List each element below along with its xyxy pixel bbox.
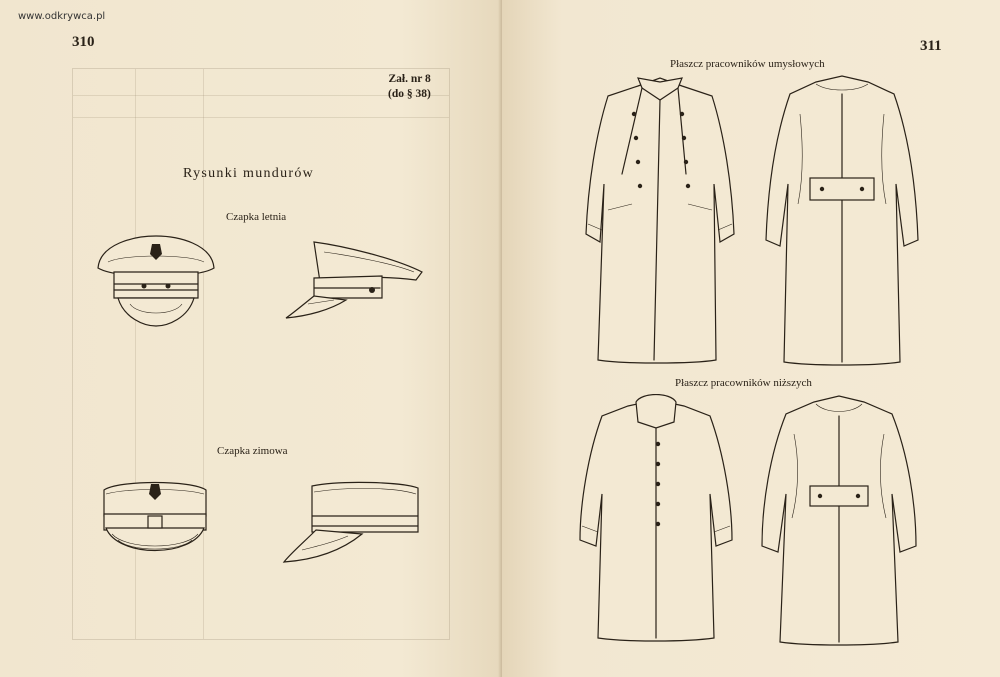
clerical-coat-back-illustration xyxy=(764,74,920,366)
right-page xyxy=(502,0,1000,677)
page-number-left: 310 xyxy=(72,34,95,50)
lower-coat-back-illustration xyxy=(758,394,920,646)
summer-cap-front-illustration xyxy=(94,232,218,328)
attachment-reference xyxy=(388,72,431,102)
summer-cap-caption: Czapka letnia xyxy=(226,211,287,223)
watermark: www.odkrywca.pl xyxy=(18,11,106,22)
page-number-right: 311 xyxy=(920,38,942,54)
lower-coat-caption: Płaszcz pracowników niższych xyxy=(675,377,812,389)
winter-cap-caption: Czapka zimowa xyxy=(217,445,288,457)
winter-cap-front-illustration xyxy=(98,478,212,564)
page-title: Rysunki mundurów xyxy=(183,166,315,181)
attachment-number: Zał. nr 8 xyxy=(388,73,431,85)
lower-coat-front-illustration xyxy=(576,394,736,642)
summer-cap-side-illustration xyxy=(284,238,426,322)
clerical-coat-front-illustration xyxy=(582,74,738,366)
clerical-coat-caption: Płaszcz pracowników umysłowych xyxy=(670,58,825,70)
attachment-paragraph: (do § 38) xyxy=(388,88,431,100)
winter-cap-side-illustration xyxy=(282,480,422,566)
